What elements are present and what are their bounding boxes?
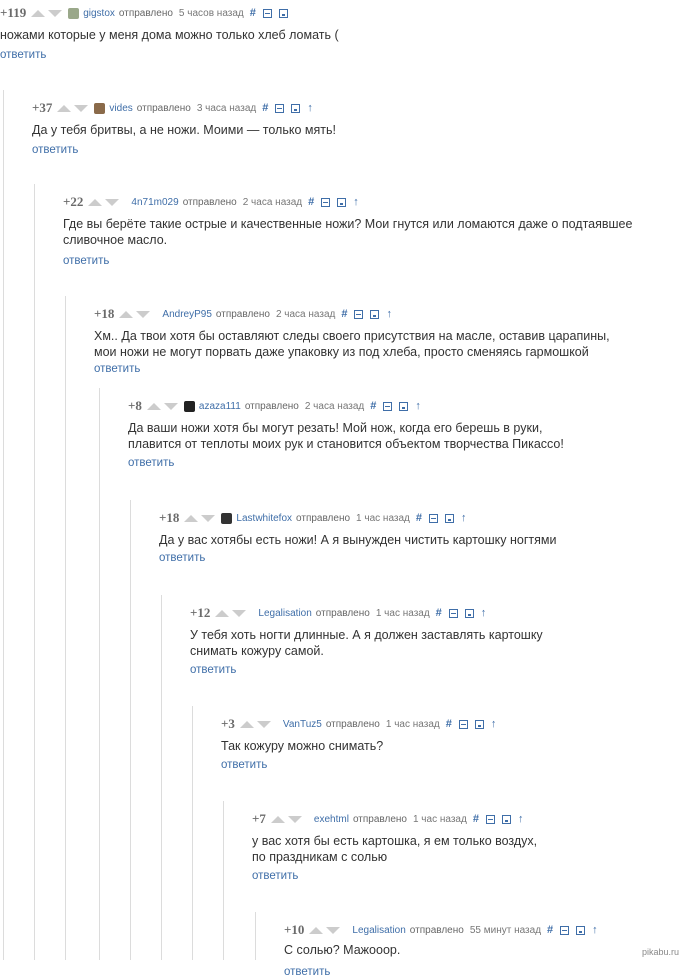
author-link[interactable]: Lastwhitefox xyxy=(236,512,293,524)
comment xyxy=(255,912,683,978)
minimize-icon[interactable] xyxy=(560,926,569,935)
comment-tools xyxy=(446,718,497,730)
hash-link-icon[interactable]: # xyxy=(445,718,452,730)
reply-link[interactable]: ответить xyxy=(128,457,175,469)
reply-link[interactable]: ответить xyxy=(190,664,237,676)
author-link[interactable]: Legalisation xyxy=(258,607,312,619)
avatar[interactable] xyxy=(221,513,232,524)
comment-text: Да у вас хотябы есть ножи! А я вынужден чистить картошку ногтями xyxy=(159,533,557,547)
reply-link[interactable]: ответить xyxy=(252,870,299,882)
upvote-arrow-icon[interactable] xyxy=(31,10,45,17)
reply-link[interactable]: ответить xyxy=(0,49,47,61)
comment-header xyxy=(284,922,598,938)
comment-time: 3 часа назад xyxy=(196,102,257,114)
author-link[interactable]: exehtml xyxy=(313,813,349,825)
sent-label: отправлено xyxy=(118,7,173,19)
comment-score: +12 xyxy=(190,605,211,620)
sent-label: отправлено xyxy=(182,196,237,208)
upvote-arrow-icon[interactable] xyxy=(119,311,133,318)
upvote-arrow-icon[interactable] xyxy=(240,721,254,728)
hash-link-icon[interactable]: # xyxy=(472,813,479,825)
save-icon[interactable] xyxy=(399,402,408,411)
hash-link-icon[interactable]: # xyxy=(435,607,442,619)
comment-header xyxy=(159,510,467,526)
save-icon[interactable] xyxy=(337,198,346,207)
downvote-arrow-icon[interactable] xyxy=(136,311,150,318)
reply-link[interactable]: ответить xyxy=(284,966,331,978)
watermark: pikabu.ru xyxy=(641,947,679,957)
comment-text: Так кожуру можно снимать? xyxy=(221,739,384,753)
downvote-arrow-icon[interactable] xyxy=(201,515,215,522)
parent-arrow-icon[interactable]: ↑ xyxy=(461,512,467,524)
comment-time: 1 час назад xyxy=(356,512,410,524)
comment-time: 1 час назад xyxy=(385,718,440,730)
upvote-arrow-icon[interactable] xyxy=(309,927,323,934)
author-link[interactable]: gigstox xyxy=(83,7,115,19)
sent-label: отправлено xyxy=(244,400,299,412)
comment-time: 1 час назад xyxy=(375,607,430,619)
comment-tools xyxy=(250,7,295,19)
comment-time: 55 минут назад xyxy=(469,924,542,936)
comment-header xyxy=(32,100,313,116)
comment-tools xyxy=(547,924,598,936)
author-link[interactable]: AndreyP95 xyxy=(162,308,212,320)
hash-link-icon[interactable]: # xyxy=(547,924,554,936)
reply-link[interactable]: ответить xyxy=(221,759,268,771)
upvote-arrow-icon[interactable] xyxy=(88,199,102,206)
comment-text: ножами которые у меня дома можно только хлеб ломать ( xyxy=(0,28,339,42)
comment-header xyxy=(128,398,421,414)
comment-text: У тебя хоть ногти длинные. А я должен заставлять картошку снимать кожуру самой. xyxy=(190,628,543,658)
sent-label: отправлено xyxy=(215,308,270,320)
save-icon[interactable] xyxy=(465,609,474,618)
upvote-arrow-icon[interactable] xyxy=(271,816,285,823)
minimize-icon[interactable] xyxy=(459,720,468,729)
comment-tools xyxy=(341,308,392,320)
comment-header xyxy=(0,5,295,21)
reply-link[interactable]: ответить xyxy=(159,552,206,564)
hash-link-icon[interactable]: # xyxy=(262,102,269,114)
comment-header xyxy=(63,194,359,210)
parent-arrow-icon[interactable]: ↑ xyxy=(592,924,598,936)
comment-tools xyxy=(308,196,359,208)
comment-score: +119 xyxy=(0,5,27,20)
hash-link-icon[interactable]: # xyxy=(249,7,256,19)
save-icon[interactable] xyxy=(445,514,454,523)
comment-tools xyxy=(262,102,313,114)
comment-time: 5 часов назад xyxy=(178,7,244,19)
comment-score: +3 xyxy=(221,716,235,731)
author-link[interactable]: vides xyxy=(109,102,133,114)
comment-score: +22 xyxy=(63,194,84,209)
author-link[interactable]: 4n71m029 xyxy=(131,196,179,208)
comment-tools xyxy=(416,512,467,524)
avatar[interactable] xyxy=(94,103,105,114)
sent-label: отправлено xyxy=(409,924,464,936)
author-link[interactable]: azaza111 xyxy=(198,400,241,412)
comment-text: Да у тебя бритвы, а не ножи. Моими — только мять! xyxy=(32,123,336,137)
hash-link-icon[interactable]: # xyxy=(308,196,315,208)
save-icon[interactable] xyxy=(279,9,288,18)
downvote-arrow-icon[interactable] xyxy=(48,10,62,17)
avatar[interactable] xyxy=(184,401,195,412)
parent-arrow-icon[interactable]: ↑ xyxy=(517,813,524,825)
comment-text: Где вы берёте такие острые и качественные ножи? Мои гнутся или ломаются даже о подтаявшее сливочное масло. xyxy=(63,217,633,247)
upvote-arrow-icon[interactable] xyxy=(147,403,161,410)
comment-score: +7 xyxy=(252,811,266,826)
reply-link[interactable]: ответить xyxy=(32,144,79,156)
comment-score: +18 xyxy=(159,510,180,525)
minimize-icon[interactable] xyxy=(275,104,284,113)
sent-label: отправлено xyxy=(136,102,191,114)
comment-time: 2 часа назад xyxy=(304,400,365,412)
minimize-icon[interactable] xyxy=(354,310,363,319)
downvote-arrow-icon[interactable] xyxy=(74,105,88,112)
comment-time: 1 час назад xyxy=(412,813,467,825)
save-icon[interactable] xyxy=(370,310,379,319)
sent-label: отправлено xyxy=(352,813,407,825)
hash-link-icon[interactable]: # xyxy=(341,308,348,320)
minimize-icon[interactable] xyxy=(263,9,272,18)
parent-arrow-icon[interactable]: ↑ xyxy=(353,196,359,208)
sent-label: отправлено xyxy=(325,718,380,730)
comment-score: +37 xyxy=(32,100,53,115)
parent-arrow-icon[interactable]: ↑ xyxy=(480,607,487,619)
downvote-arrow-icon[interactable] xyxy=(105,199,119,206)
comment-time: 2 часа назад xyxy=(242,196,303,208)
downvote-arrow-icon[interactable] xyxy=(257,721,271,728)
downvote-arrow-icon[interactable] xyxy=(288,816,302,823)
comment-text: Хм.. Да твои хотя бы оставляют следы своего присутствия на масле, оставив царапины, мои ножи не могут порвать даже упаковку из под хлеба, просто сменяясь гармошкой xyxy=(94,329,610,359)
minimize-icon[interactable] xyxy=(321,198,330,207)
downvote-arrow-icon[interactable] xyxy=(232,610,246,617)
hash-link-icon[interactable]: # xyxy=(415,512,423,524)
upvote-arrow-icon[interactable] xyxy=(57,105,71,112)
save-icon[interactable] xyxy=(291,104,300,113)
minimize-icon[interactable] xyxy=(383,402,392,411)
comment-header xyxy=(252,811,523,827)
minimize-icon[interactable] xyxy=(429,514,438,523)
downvote-arrow-icon[interactable] xyxy=(326,927,340,934)
comment-text: С солью? Мажооор. xyxy=(284,943,401,957)
minimize-icon[interactable] xyxy=(486,815,495,824)
reply-link[interactable]: ответить xyxy=(94,363,141,375)
comment-tools xyxy=(370,400,421,412)
upvote-arrow-icon[interactable] xyxy=(184,515,198,522)
parent-arrow-icon[interactable]: ↑ xyxy=(415,400,421,412)
comment-text: Да ваши ножи хотя бы могут резать! Мой нож, когда его берешь в руки, плавится от теплоты моих рук и становится объектом творчества Пикассо! xyxy=(128,421,564,451)
save-icon[interactable] xyxy=(475,720,484,729)
comment-time: 2 часа назад xyxy=(275,308,336,320)
comment-header xyxy=(94,306,392,322)
comment-score: +18 xyxy=(94,306,115,321)
downvote-arrow-icon[interactable] xyxy=(164,403,178,410)
comment-score: +8 xyxy=(128,398,142,413)
save-icon[interactable] xyxy=(576,926,585,935)
sent-label: отправлено xyxy=(315,607,370,619)
minimize-icon[interactable] xyxy=(449,609,458,618)
comment-text: у вас хотя бы есть картошка, я ем только воздух, по праздникам с солью xyxy=(252,834,538,864)
comment-header xyxy=(221,716,496,732)
comment-tools xyxy=(473,813,524,825)
hash-link-icon[interactable]: # xyxy=(370,400,377,412)
comment-header xyxy=(190,605,486,621)
parent-arrow-icon[interactable]: ↑ xyxy=(490,718,497,730)
parent-arrow-icon[interactable]: ↑ xyxy=(307,102,313,114)
comment-tools xyxy=(436,607,487,619)
comment-score: +10 xyxy=(284,922,305,937)
author-link[interactable]: Legalisation xyxy=(352,924,406,936)
sent-label: отправлено xyxy=(296,512,351,524)
parent-arrow-icon[interactable]: ↑ xyxy=(386,308,392,320)
upvote-arrow-icon[interactable] xyxy=(215,610,229,617)
save-icon[interactable] xyxy=(502,815,511,824)
avatar[interactable] xyxy=(68,8,79,19)
reply-link[interactable]: ответить xyxy=(63,255,110,267)
author-link[interactable]: VanTuz5 xyxy=(282,718,322,730)
